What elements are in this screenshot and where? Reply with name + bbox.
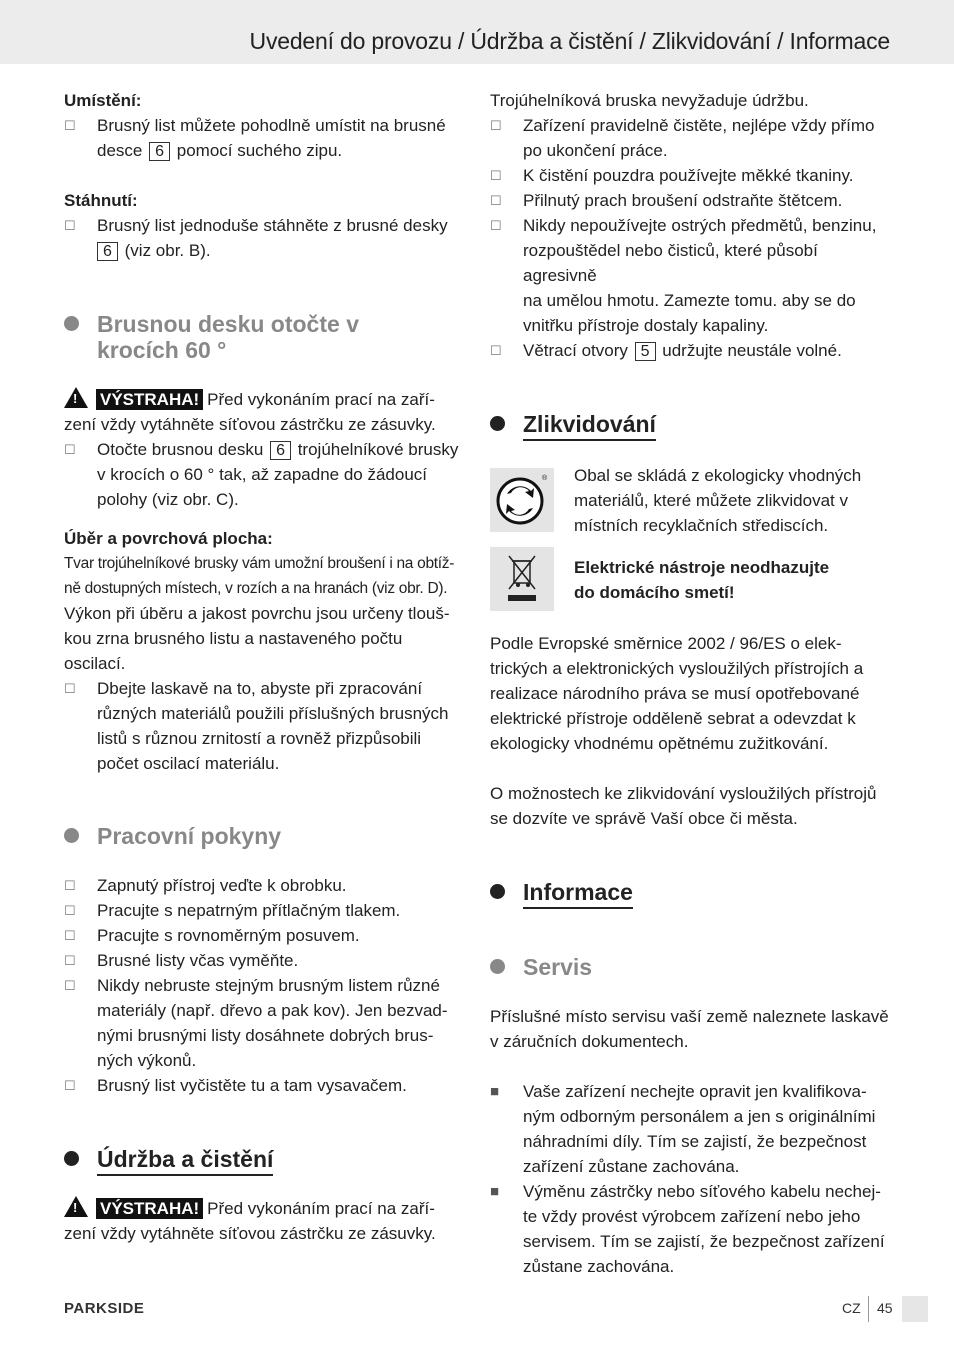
- list-item: ☐ Pracujte s rovnoměrným posuvem.: [64, 923, 464, 948]
- maintenance-section-heading: Údržba a čistění: [64, 1146, 464, 1172]
- weee-note: Elektrické nástroje neodhazujte do domácího smetí!: [490, 555, 890, 621]
- list-item: ■ Vaše zařízení nechejte opravit jen kvalifikova- ným odborným personálem a jen s originálními náhradními díly. Tím se zajistí, že bezpečnost zařízení zůstane zachována.: [490, 1079, 890, 1179]
- surface-heading: Úběr a povrchová plocha:: [64, 529, 273, 548]
- checkbox-bullet-icon: ☐: [64, 118, 76, 133]
- list-item: ☐ Brusný list jednoduše stáhněte z brusné desky 6 (viz obr. B).: [64, 213, 464, 263]
- checkbox-bullet-icon: ☐: [490, 343, 502, 358]
- warning-notice: !VÝSTRAHA! Před vykonáním prací na zaří- zení vždy vytáhněte síťovou zástrčku ze zásuvky.: [64, 1196, 464, 1246]
- warning-notice: !VÝSTRAHA! Před vykonáním prací na zaří- zení vždy vytáhněte síťovou zástrčku ze zásuvky.: [64, 387, 464, 437]
- list-item: ☐ Nikdy nepoužívejte ostrých předmětů, benzinu, rozpouštědel nebo čisticů, které působí agresivně na umělou hmotu. Zamezte tomu. aby se do vnitřku přístroje dostaly kapaliny.: [490, 213, 890, 338]
- checkbox-bullet-icon: ☐: [64, 978, 76, 993]
- list-item: ☐ Otočte brusnou desku 6 trojúhelníkové brusky v krocích o 60 ° tak, až zapadne do žádoucí polohy (viz obr. C).: [64, 437, 464, 512]
- stahnuti-heading: Stáhnutí:: [64, 191, 138, 210]
- list-item: ☐ Větrací otvory 5 udržujte neustále volné.: [490, 338, 890, 363]
- checkbox-bullet-icon: ☐: [490, 118, 502, 133]
- part-reference: 6: [97, 242, 118, 261]
- green-dot-recycling-icon: [490, 468, 554, 532]
- left-column: Umístění: ☐ Brusný list můžete pohodlně umístit na brusné desce 6 pomocí suchého zipu. Stáhnutí: ☐ Brusný list jednoduše stáhněte z brusné desky 6 (viz obr. B). Brusnou desku otočte v krocích 60 ° !VÝSTRAHA! Před vykonáním prací na zaří- zení vždy vytáhněte síťovou zástrčku ze zásuvky. ☐ Otočte brusnou desku 6 trojúhelníkové brusky v krocích o 60 ° tak, až zapadne do žádoucí polohy (viz obr. C). Úběr a povrchová plocha: Tvar trojúhelníkové brusky vám umožní broušení i na obtíž- ně dostupných místech, v rozích a na hranách (viz obr. D). Výkon při úběru a jakost povrchu jsou určeny tlouš- kou zrna brusného listu a nastaveného počtu oscilací. ☐ Dbejte laskavě na to, abyste při zpracování různých materiálů použili příslušných brusných listů s různou zrnitostí a rovněž přizpůsobili počet oscilací materiálu. Pracovní pokyny ☐ Zapnutý přístroj veďte k obrobku. ☐ Pracujte s nepatrným přítlačným tlakem. ☐ Pracujte s rovnoměrným posuvem. ☐ Brusné listy včas vyměňte. ☐ Nikdy nebruste stejným brusným listem různé materiály (např. dřevo a pak kov). Jen bezvad- nými brusnými listy dosáhnete dobrých brus- ných výkonů. ☐ Brusný list vyčistěte tu a tam vysavačem. Údržba a čistění !VÝSTRAHA! Před vykonáním prací na zaří- zení vždy vytáhněte síťovou zástrčku ze zásuvky.: [64, 88, 464, 1246]
- list-item: ☐ Brusný list vyčistěte tu a tam vysavačem.: [64, 1073, 464, 1098]
- crossed-bin-weee-icon: [490, 547, 554, 611]
- work-section-heading: Pracovní pokyny: [64, 823, 464, 849]
- list-item: ☐ K čistění pouzdra používejte měkké tkaniny.: [490, 163, 890, 188]
- list-item: ☐ Zařízení pravidelně čistěte, nejlépe vždy přímo po ukončení práce.: [490, 113, 890, 163]
- right-column: [490, 88, 890, 1279]
- square-bullet-icon: ■: [490, 1183, 500, 1200]
- warning-label: VÝSTRAHA!: [96, 1198, 203, 1219]
- section-bullet-icon: [64, 828, 79, 843]
- service-paragraph: Příslušné místo servisu vaší země naleznete laskavě v záručních dokumentech.: [490, 1007, 889, 1051]
- section-bullet-icon: [490, 416, 505, 431]
- section-bullet-icon: [490, 884, 505, 899]
- service-section-heading: Servis: [490, 954, 890, 980]
- list-item: ☐ Pracujte s nepatrným přítlačným tlakem.: [64, 898, 464, 923]
- umisteni-heading: Umístění:: [64, 91, 142, 110]
- rotate-section-heading: Brusnou desku otočte v krocích 60 °: [64, 311, 464, 363]
- checkbox-bullet-icon: ☐: [490, 193, 502, 208]
- part-reference: 5: [635, 342, 656, 361]
- page-title: Uvedení do provozu / Údržba a čistění / Zlikvidování / Informace: [249, 28, 890, 54]
- list-item: ☐ Zapnutý přístroj veďte k obrobku.: [64, 873, 464, 898]
- language-code: CZ: [842, 1300, 861, 1316]
- svg-text:®: ®: [542, 475, 548, 482]
- packaging-note: ® Obal se skládá z ekologicky vhodných materiálů, které můžete zlikvidovat v místních recyklačních střediscích.: [490, 463, 890, 538]
- checkbox-bullet-icon: ☐: [490, 168, 502, 183]
- list-item: ☐ Přilnutý prach broušení odstraňte štětcem.: [490, 188, 890, 213]
- list-item: ☐ Brusné listy včas vyměňte.: [64, 948, 464, 973]
- surface-paragraph: Tvar trojúhelníkové brusky vám umožní broušení i na obtíž- ně dostupných místech, v rozích a na hranách (viz obr. D).: [64, 555, 455, 597]
- disposal-paragraph: O možnostech ke zlikvidování vysloužilých přístrojů se dozvíte ve správě Vaší obce či města.: [490, 784, 877, 828]
- part-reference: 6: [149, 142, 170, 161]
- page-number: 45: [877, 1300, 893, 1316]
- square-bullet-icon: ■: [490, 1083, 500, 1100]
- part-reference: 6: [270, 441, 291, 460]
- brand-logo: PARKSIDE: [64, 1300, 145, 1317]
- checkbox-bullet-icon: ☐: [64, 953, 76, 968]
- disposal-paragraph: Podle Evropské směrnice 2002 / 96/ES o elek- trických a elektronických vysloužilých přístrojích a realizace národního práva se musí opotřebované elektrické přístroje odděleně sebrat a odevzdat k ekologicky vhodnému opětnému zužitkování.: [490, 634, 864, 753]
- checkbox-bullet-icon: ☐: [64, 878, 76, 893]
- checkbox-bullet-icon: ☐: [64, 1078, 76, 1093]
- list-item: ■ Výměnu zástrčky nebo síťového kabelu nechej- te vždy provést výrobcem zařízení nebo jeho servisem. Tím se zajistí, že bezpečnost zařízení zůstane zachována.: [490, 1179, 890, 1279]
- disposal-section-heading: Zlikvidování: [490, 411, 890, 437]
- checkbox-bullet-icon: ☐: [64, 903, 76, 918]
- maintenance-intro: Trojúhelníková bruska nevyžaduje údržbu.: [490, 91, 809, 110]
- warning-triangle-icon: [64, 1196, 88, 1217]
- checkbox-bullet-icon: ☐: [64, 681, 76, 696]
- footer-tab-box: [902, 1296, 928, 1322]
- checkbox-bullet-icon: ☐: [64, 218, 76, 233]
- checkbox-bullet-icon: ☐: [64, 442, 76, 457]
- warning-triangle-icon: [64, 387, 88, 408]
- list-item: ☐ Dbejte laskavě na to, abyste při zpracování různých materiálů použili příslušných brusných listů s různou zrnitostí a rovněž přizpůsobili počet oscilací materiálu.: [64, 676, 464, 776]
- list-item: ☐ Brusný list můžete pohodlně umístit na brusné desce 6 pomocí suchého zipu.: [64, 113, 464, 163]
- information-section-heading: Informace: [490, 879, 890, 905]
- checkbox-bullet-icon: ☐: [490, 218, 502, 233]
- page-header: [0, 0, 954, 64]
- warning-label: VÝSTRAHA!: [96, 389, 203, 410]
- checkbox-bullet-icon: ☐: [64, 928, 76, 943]
- list-item: ☐ Nikdy nebruste stejným brusným listem různé materiály (např. dřevo a pak kov). Jen bezvad- nými brusnými listy dosáhnete dobrých brus- ných výkonů.: [64, 973, 464, 1073]
- footer-divider: [868, 1296, 869, 1322]
- section-bullet-icon: [64, 1151, 79, 1166]
- section-bullet-icon: [490, 959, 505, 974]
- section-bullet-icon: [64, 316, 79, 331]
